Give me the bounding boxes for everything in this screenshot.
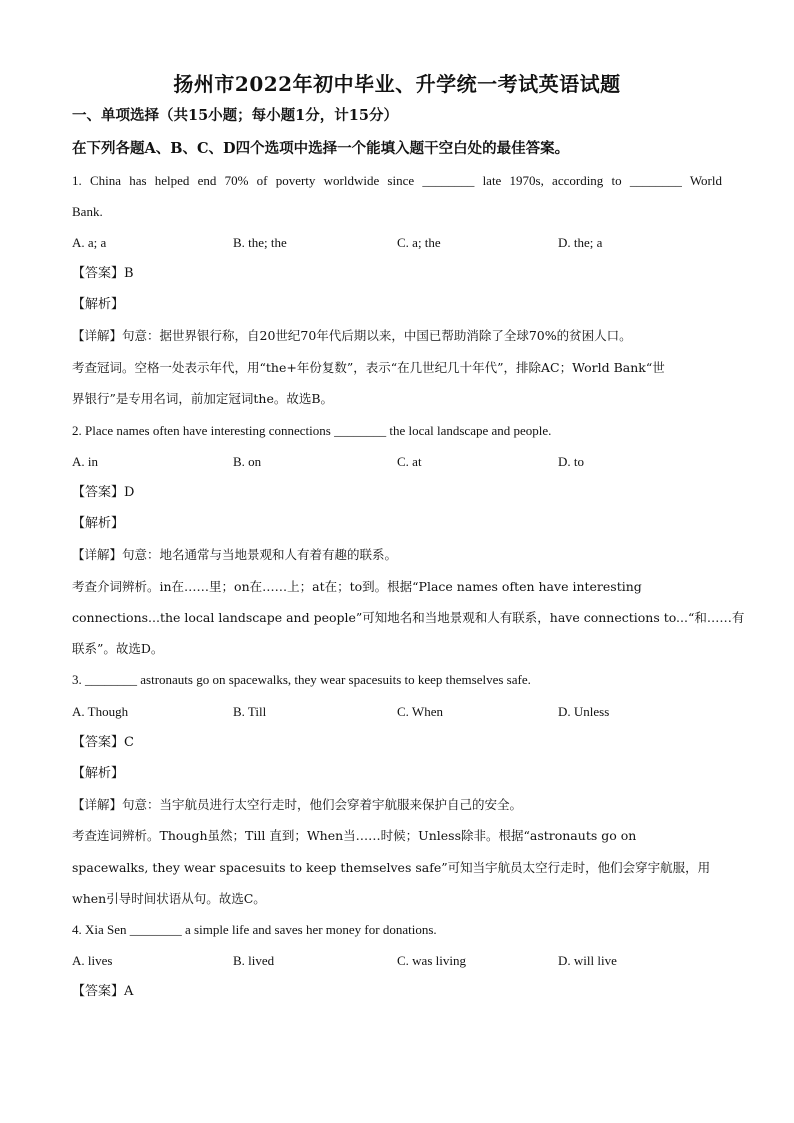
question-3-detail-4: when引导时间状语从句。故选C。 (72, 891, 266, 906)
question-4-option-c: C. was living (397, 953, 466, 968)
question-2-detail-2: 考查介词辨析。in在……里；on在……上；at在；to到。根据“Place names often have interesting (72, 579, 642, 594)
question-1-option-d: D. the; a (558, 235, 603, 250)
question-2-option-b: B. on (233, 454, 262, 469)
question-3-answer: 【答案】C (72, 735, 134, 750)
question-3-analysis-label: 【解析】 (72, 766, 125, 781)
question-1-detail-1: 【详解】句意：据世界银行称，自20世纪70年代后期以来，中国已帮助消除了全球70%的贫困人口。 (72, 328, 632, 343)
question-3-option-d: D. Unless (558, 704, 610, 719)
question-3-option-c: C. When (397, 704, 443, 719)
question-3-detail-1: 【详解】句意：当宇航员进行太空行走时，他们会穿着宇航服来保护自己的安全。 (72, 797, 523, 812)
question-1-stem-cont: Bank. (72, 204, 103, 219)
question-4-option-d: D. will live (558, 953, 617, 968)
question-4-stem: 4. Xia Sen ________ a simple life and saves her money for donations. (72, 922, 437, 937)
question-2-option-a: A. in (72, 454, 98, 469)
question-2-option-c: C. at (397, 454, 422, 469)
question-4-option-a: A. lives (72, 953, 113, 968)
question-1-option-a: A. a; a (72, 235, 107, 250)
question-4-answer: 【答案】A (72, 984, 134, 999)
question-3-option-b: B. Till (233, 704, 267, 719)
question-1-option-b: B. the; the (233, 235, 287, 250)
question-2-detail-1: 【详解】句意：地名通常与当地景观和人有着有趣的联系。 (72, 547, 398, 562)
question-1-detail-2: 考查冠词。空格一处表示年代，用“the+年份复数”，表示“在几世纪几十年代”，排除AC；World Bank“世 (72, 360, 665, 375)
question-2-stem: 2. Place names often have interesting connections ________ the local landscape and people. (72, 423, 552, 438)
question-1-detail-3: 界银行”是专用名词，前加定冠词the。故选B。 (72, 391, 334, 406)
instruction-text: 在下列各题A、B、C、D四个选项中选择一个能填入题干空白处的最佳答案。 (72, 140, 570, 157)
page-title: 扬州市2022年初中毕业、升学统一考试英语试题 (173, 72, 621, 96)
question-1-answer: 【答案】B (72, 266, 134, 281)
question-2-analysis-label: 【解析】 (72, 516, 125, 531)
question-2-answer: 【答案】D (72, 485, 135, 500)
question-2-detail-3: connections...the local landscape and people”可知地名和当地景观和人有联系，have connections to...“和……有 (72, 610, 745, 625)
question-4-option-b: B. lived (233, 953, 275, 968)
question-2-option-d: D. to (558, 454, 584, 469)
question-3-detail-2: 考查连词辨析。Though虽然；Till 直到；When当……时候；Unless除非。根据“astronauts go on (72, 828, 637, 843)
question-1-analysis-label: 【解析】 (72, 297, 125, 312)
question-2-detail-4: 联系”。故选D。 (72, 641, 164, 656)
section-heading: 一、单项选择（共15小题；每小题1分，计15分） (72, 107, 398, 124)
question-3-stem: 3. ________ astronauts go on spacewalks, they wear spacesuits to keep themselves safe. (72, 672, 531, 687)
question-1-option-c: C. a; the (397, 235, 441, 250)
question-3-detail-3: spacewalks, they wear spacesuits to keep themselves safe”可知当宇航员太空行走时，他们会穿宇航服，用 (72, 860, 711, 875)
question-3-option-a: A. Though (72, 704, 129, 719)
question-1-stem: 1. China has helped end 70% of poverty worldwide since ________ late 1970s, according to ________ World (72, 173, 722, 188)
